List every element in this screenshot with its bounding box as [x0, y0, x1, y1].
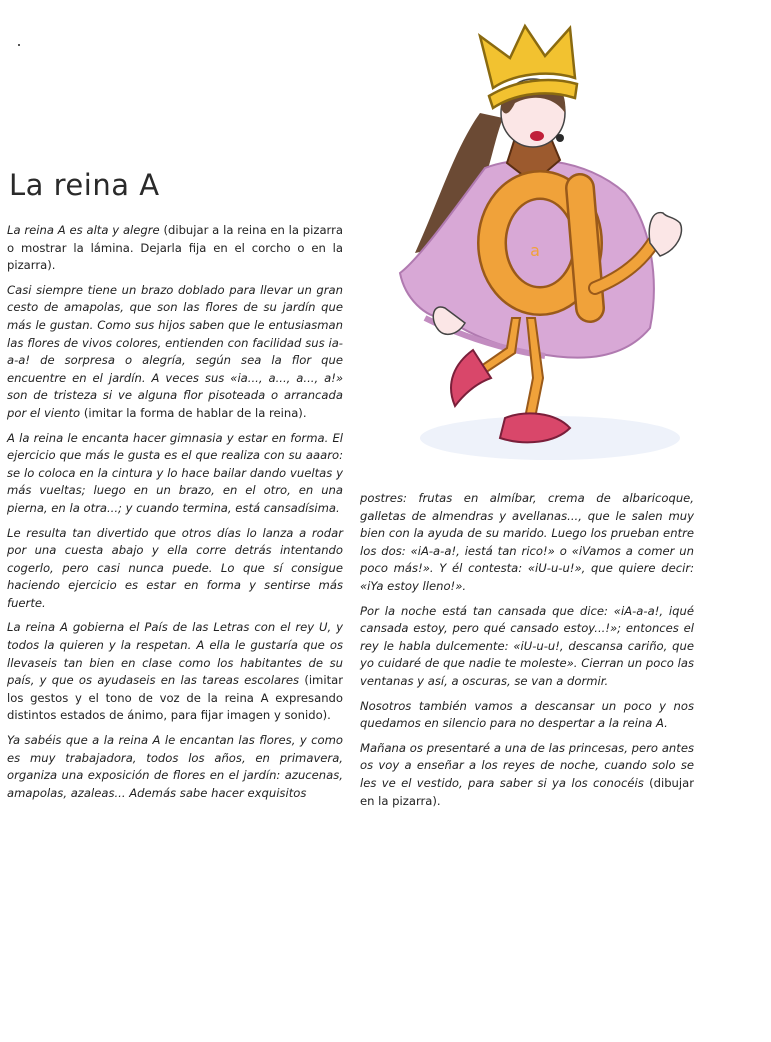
queen-shoe-left [451, 350, 491, 406]
story-text: Ya sabéis que a la reina A le encantan las flores, y como es muy trabajadora, todos los años, en primavera, organiza una exposición de flores en el jardín: azucenas, amapolas, azaleas... Además sabe hacer exquisitos [7, 733, 343, 800]
paragraph [360, 698, 694, 733]
paragraph [360, 740, 694, 810]
paragraph [7, 525, 343, 613]
paragraph [360, 603, 694, 691]
queen-mouth [530, 131, 544, 141]
story-text: postres: frutas en almíbar, crema de albaricoque, galletas de almendras y avellanas..., que le salen muy bien con la ayuda de su marido. Luego los prueban entre los dos: «iA-a-a!, iestá tan rico!» o «iVamos a comer un poco más!». Y él contesta: «iU-u-u!», que quiere decir: «iYa estoy lleno!». [360, 491, 694, 593]
queen-earring [556, 134, 564, 142]
story-text: Por la noche está tan cansada que dice: «iA-a-a!, iqué cansada estoy, pero qué cansado estoy...!»; entonces el rey le habla dulcemente: «iU-u-u!, descansa cariño, que yo cuidaré de que nadie te moleste». Cierran un poco las ventanas y así, a oscuras, se van a dormir. [360, 603, 694, 688]
story-text: Nosotros también vamos a descansar un poco y nos quedamos en silencio para no despertar a la reina A. [360, 698, 694, 731]
queen-a-illustration [385, 18, 700, 463]
story-text: Casi siempre tiene un brazo doblado para llevar un gran cesto de amapolas, que son las flores de su jardín que más le gustan. Como sus hijos saben que le entusiasman las flores de vivos colores, entienden con facilidad sus ia-a-a! de sorpresa o alegría, según sea la flor que encuentre en el jardín. A veces sus «ia..., a..., a..., a!» son de tristeza si ve alguna flor pisoteada o arrancada por el viento [7, 282, 343, 420]
paragraph [7, 222, 343, 275]
paragraph [7, 430, 343, 518]
story-text: La reina A es alta y alegre [7, 223, 164, 237]
story-text: La reina A gobierna el País de las Letras con el rey U, y todos la quieren y la respetan. A ella le gustaría que os llevaseis tan bien en clase como los habitantes de su país, y que os ayudaseis en las tareas escolares [7, 620, 343, 688]
paragraph [360, 490, 694, 596]
letter-a-glyph: a [530, 241, 540, 260]
teacher-instruction: (imitar la forma de hablar de la reina). [83, 405, 307, 420]
page-title: La reina A [9, 168, 160, 202]
left-column [7, 222, 343, 809]
story-text: A la reina le encanta hacer gimnasia y estar en forma. El ejercicio que más le gusta es el que realiza con su aaaro: se lo coloca en la cintura y lo hace bailar dando vueltas y más vueltas; luego en un brazo, en el otro, en una pierna, en la otra...; y cuando termina, está cansadísima. [7, 430, 343, 515]
teacher-instruction: (dibujar a la reina en la pizarra o mostrar la lámina. Dejarla fija en el corcho o en la pizarra). [7, 223, 343, 273]
scan-speck [18, 44, 20, 46]
paragraph [7, 619, 343, 725]
story-text: Mañana os presentaré a una de las princesas, pero antes os voy a enseñar a los reyes de noche, cuando solo se les ve el vestido, para saber si ya los conocéis [360, 740, 694, 790]
queen-hand-right [649, 213, 681, 256]
paragraph [7, 282, 343, 423]
teacher-instruction: (dibujar en la pizarra). [360, 775, 694, 808]
story-text: Le resulta tan divertido que otros días lo lanza a rodar por una cuesta abajo y ella corre detrás intentando cogerlo, pero casi nunca puede. Lo que sí consigue haciendo ejercicio es estar en forma y sentirse más fuerte. [7, 525, 343, 610]
teacher-instruction: (imitar los gestos y el tono de voz de la reina A expresando distintos estados de ánimo, para fijar imagen y sonido). [7, 673, 343, 723]
right-column [360, 490, 694, 817]
paragraph [7, 732, 343, 802]
